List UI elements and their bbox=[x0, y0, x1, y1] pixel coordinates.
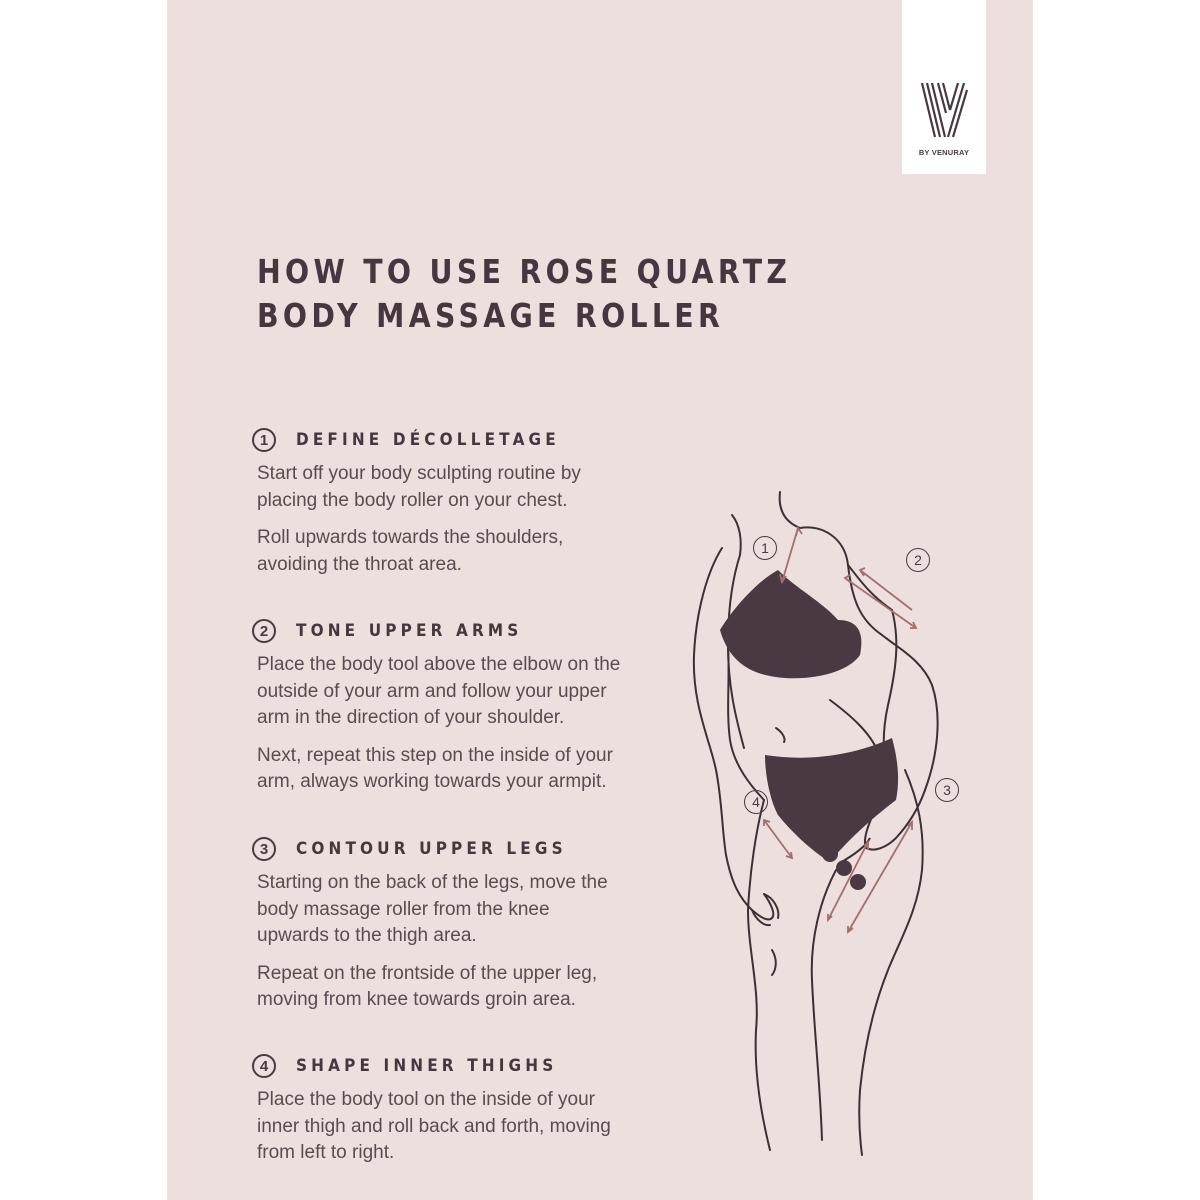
step-3-header bbox=[252, 834, 652, 864]
title-line-2: BODY MASSAGE ROLLER bbox=[257, 296, 725, 335]
step-number-badge: 2 bbox=[252, 619, 276, 643]
step-4-header bbox=[252, 1051, 652, 1081]
step-2-title: TONE UPPER ARMS bbox=[296, 621, 523, 641]
illustration-marker-2: 2 bbox=[906, 548, 930, 572]
briefs-shape bbox=[765, 738, 898, 862]
step-1-header bbox=[252, 425, 652, 455]
illustration-marker-1: 1 bbox=[753, 536, 777, 560]
illustration-marker-3: 3 bbox=[935, 778, 959, 802]
illustration-marker-4: 4 bbox=[744, 790, 768, 814]
venuray-logo-icon bbox=[920, 80, 968, 140]
step-3-text-2: Repeat on the frontside of the upper leg, moving from knee towards groin area. bbox=[257, 962, 598, 1010]
step-4-title: SHAPE INNER THIGHS bbox=[296, 1056, 558, 1076]
step-3-text-1: Starting on the back of the legs, move the body massage roller from the knee upwards to the thigh area. bbox=[257, 872, 608, 946]
brand-name: BY VENURAY bbox=[918, 148, 970, 157]
step-1 bbox=[252, 425, 652, 578]
step-number-badge: 3 bbox=[252, 837, 276, 861]
bra-shape bbox=[720, 570, 861, 678]
step-1-text-2: Roll upwards towards the shoulders, avoiding the throat area. bbox=[257, 527, 564, 575]
step-3 bbox=[252, 834, 652, 1014]
step-1-text-1: Start off your body sculpting routine by placing the body roller on your chest. bbox=[257, 463, 581, 511]
body-illustration bbox=[660, 470, 980, 1160]
step-4 bbox=[252, 1051, 652, 1167]
step-number-badge: 4 bbox=[252, 1054, 276, 1078]
step-4-text-1: Place the body tool on the inside of your inner thigh and roll back and forth, moving from left to right. bbox=[257, 1089, 611, 1163]
page-title bbox=[257, 250, 791, 338]
step-2-text-1: Place the body tool above the elbow on the outside of your arm and follow your upper arm in the direction of your shoulder. bbox=[257, 654, 621, 728]
brand-logo-tab bbox=[902, 0, 986, 174]
step-2-text-2: Next, repeat this step on the inside of your arm, always working towards your armpit. bbox=[257, 744, 613, 792]
title-line-1: HOW TO USE ROSE QUARTZ bbox=[257, 252, 792, 291]
step-3-title: CONTOUR UPPER LEGS bbox=[296, 839, 567, 859]
step-1-title: DEFINE DÉCOLLETAGE bbox=[296, 430, 560, 450]
step-number-badge: 1 bbox=[252, 428, 276, 452]
step-2-header bbox=[252, 616, 652, 646]
step-2 bbox=[252, 616, 652, 796]
